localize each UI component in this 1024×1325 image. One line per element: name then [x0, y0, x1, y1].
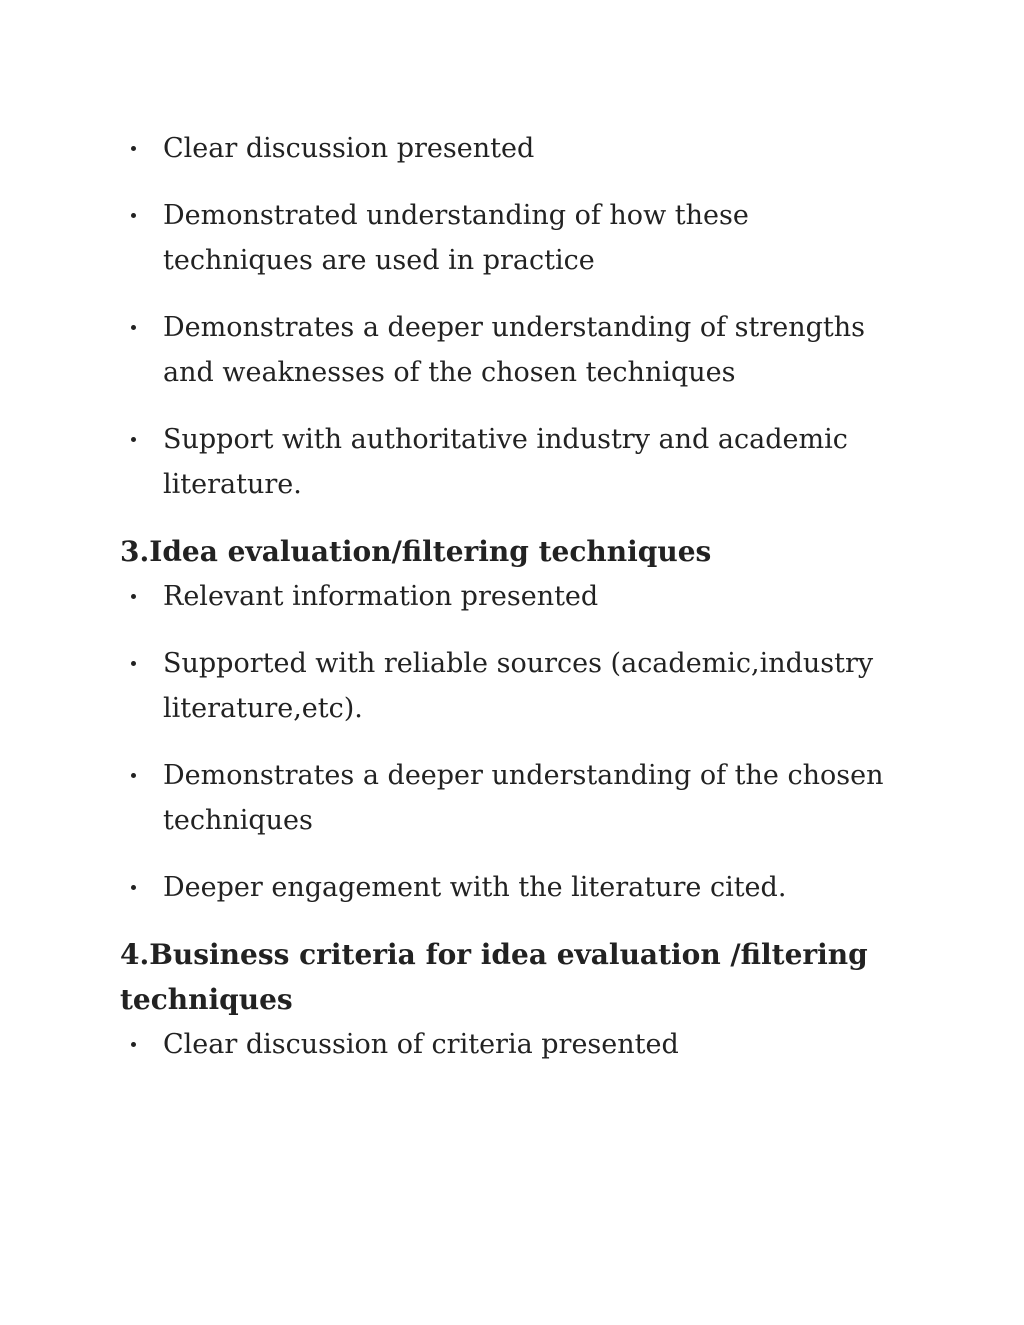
bullet-icon [131, 661, 136, 666]
list-item [120, 193, 898, 283]
list-item-text: Relevant information presented [163, 581, 599, 612]
section-3-heading: 3.Idea evaluation/filtering techniques [120, 535, 712, 568]
list-item [120, 753, 898, 843]
list-item-text: Clear discussion presented [163, 133, 535, 164]
list-item-text: Demonstrates a deeper understanding of the chosen techniques [163, 760, 884, 836]
list-item [120, 574, 898, 619]
list-item [120, 865, 898, 910]
list-item [120, 417, 898, 507]
section-4-bullet-list [120, 1022, 904, 1067]
bullet-icon [131, 594, 136, 599]
list-item-text: Demonstrated understanding of how these techniques are used in practice [163, 200, 749, 276]
bullet-icon [131, 885, 136, 890]
bullet-icon [131, 437, 136, 442]
section-3-bullet-list [120, 574, 904, 910]
bullet-icon [131, 213, 136, 218]
section-4-heading: 4.Business criteria for idea evaluation /filtering techniques [120, 938, 868, 1016]
list-item-text: Support with authoritative industry and academic literature. [163, 424, 848, 500]
list-item-text: Supported with reliable sources (academic,industry literature,etc). [163, 648, 874, 724]
list-item [120, 1022, 898, 1067]
list-item [120, 305, 898, 395]
bullet-icon [131, 325, 136, 330]
bullet-icon [131, 773, 136, 778]
list-item-text: Deeper engagement with the literature cited. [163, 872, 787, 903]
bullet-icon [131, 146, 136, 151]
list-item-text: Clear discussion of criteria presented [163, 1029, 679, 1060]
list-item [120, 641, 898, 731]
list-item-text: Demonstrates a deeper understanding of strengths and weaknesses of the chosen techniques [163, 312, 866, 388]
section-2-bullet-list [120, 126, 904, 507]
list-item [120, 126, 898, 171]
bullet-icon [131, 1042, 136, 1047]
